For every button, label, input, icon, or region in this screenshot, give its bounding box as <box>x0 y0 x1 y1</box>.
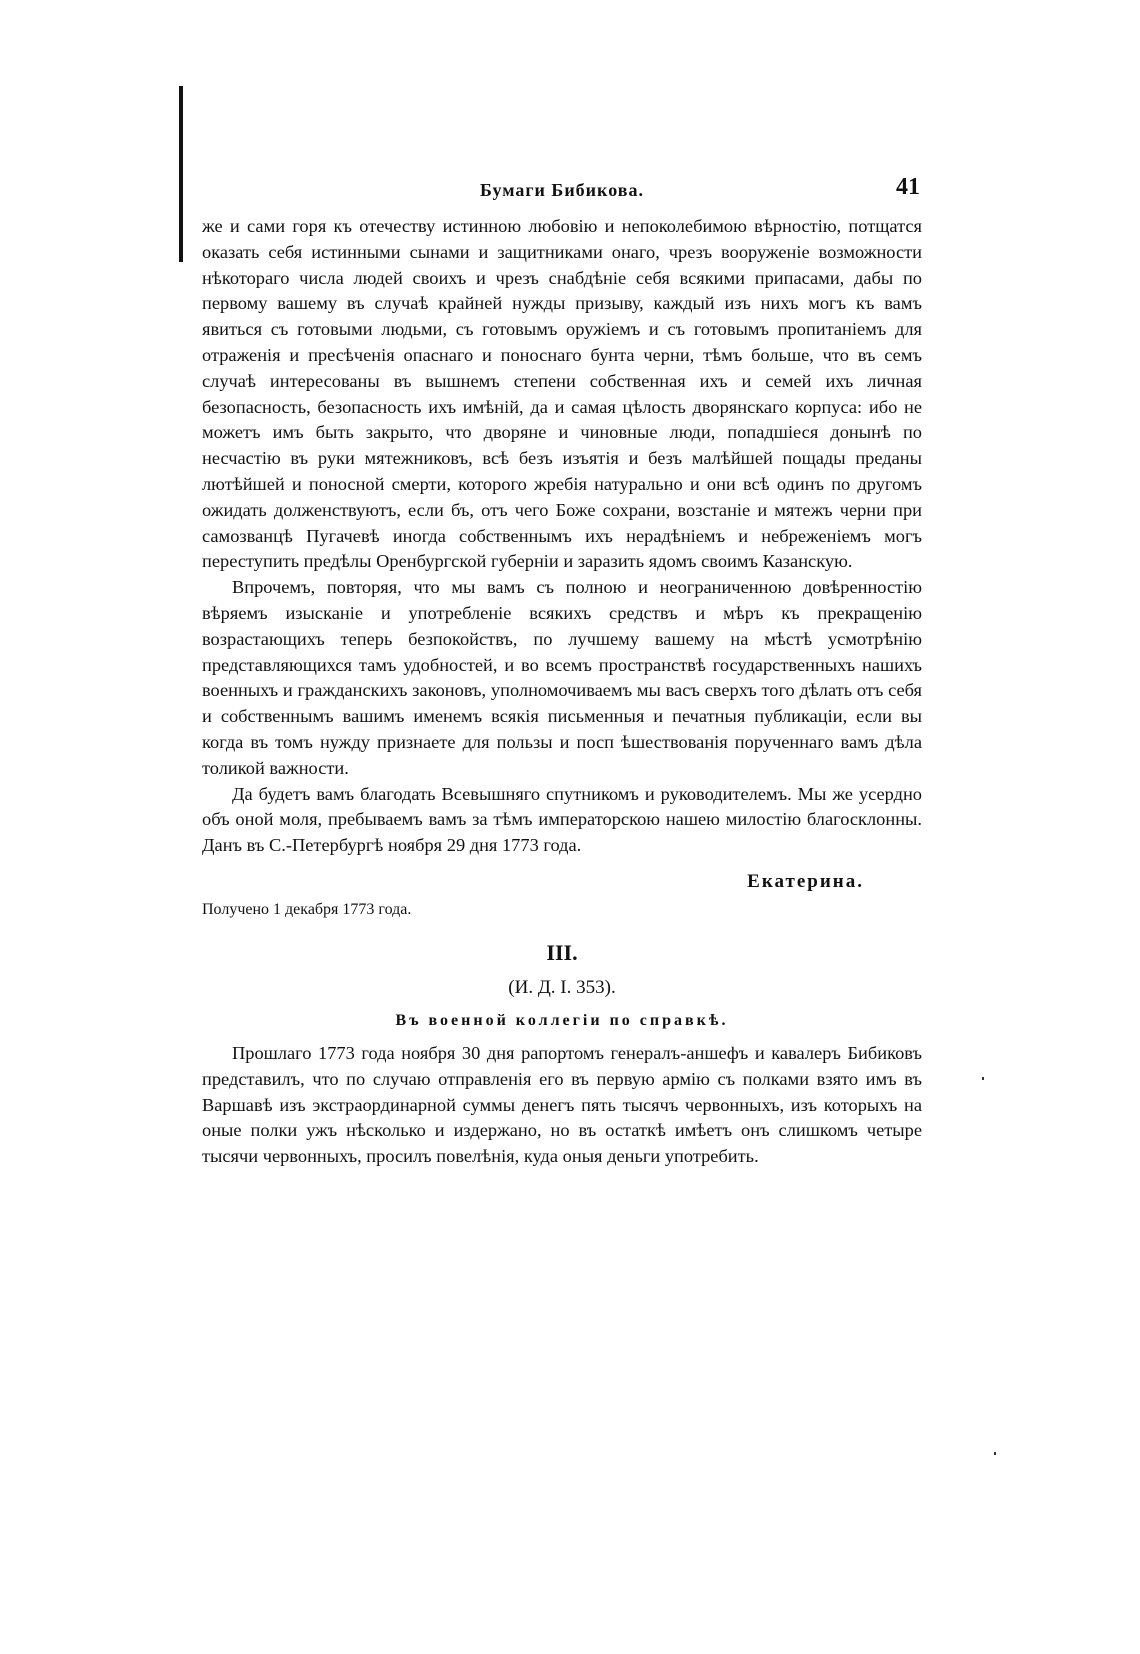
page-number: 41 <box>896 174 920 200</box>
body-paragraph-2: Впрочемъ, повторяя, что мы вамъ съ полною и неограниченною довѣренностію вѣряемъ изысканіе и употребленіе всякихъ средствъ и мѣръ къ прекращенію возрастающихъ теперь безпокойствъ, по лучшему вашему на мѣстѣ усмотрѣнію представляющихся тамъ удобностей, и во всемъ пространствѣ государственныхъ нашихъ военныхъ и гражданскихъ законовъ, уполномочиваемъ мы васъ сверхъ того дѣлать отъ себя и собственнымъ вашимъ именемъ всякія письменныя и печатныя публикаціи, если вы когда въ томъ нужду признаете для пользы и посп ѣшествованія порученнаго вамъ дѣла толикой важности. <box>202 577 922 778</box>
signature: Екатерина. <box>747 870 864 892</box>
page-content <box>202 170 922 1170</box>
document-heading: Въ военной коллегіи по справкѣ. <box>395 1011 729 1029</box>
running-title: Бумаги Бибикова. <box>480 180 644 200</box>
running-head <box>202 170 922 214</box>
body-paragraph-3: Да будетъ вамъ благодать Всевышняго спутникомъ и руководителемъ. Мы же усердно объ оной моля, пребываемъ вамъ за тѣмъ императорскою нашею милостію благосклонны. Данъ въ С.-Петербургѣ ноября 29 дня 1773 года. <box>202 783 922 856</box>
document-reference: (И. Д. I. 353). <box>508 976 616 998</box>
margin-speck-1 <box>982 1077 984 1080</box>
document-number: III. <box>546 939 578 965</box>
received-note: Получено 1 декабря 1773 года. <box>202 900 412 918</box>
margin-speck-2 <box>994 1452 996 1455</box>
margin-vertical-rule <box>179 86 183 262</box>
section-paragraph: Прошлаго 1773 года ноября 30 дня рапортомъ генералъ-аншефъ и кавалеръ Бибиковъ представилъ, что по случаю отправленія его въ первую армію съ полками взято имъ въ Варшавѣ изъ экстраординарной суммы денегъ пять тысячъ червонныхъ, изъ которыхъ на оные полки ужъ нѣсколько и издержано, но въ остаткѣ имѣетъ онъ слишкомъ четыре тысячи червонныхъ, просилъ повелѣнія, куда оныя деньги употребить. <box>202 1042 922 1167</box>
body-paragraph-1: же и сами горя къ отечеству истинною любовію и непоколебимою вѣрностію, потщатся оказать себя истинными сынами и защитниками онаго, чрезъ вооруженіе возможности нѣкотораго числа людей своихъ и чрезъ снабдѣніе себя всякими припасами, дабы по первому вашему въ случаѣ крайней нужды призыву, каждый изъ нихъ могъ къ вамъ явиться съ готовыми людьми, съ готовымъ оружіемъ и съ готовымъ пропитаніемъ для отраженія и пресѣченія опаснаго и поноснаго бунта черни, тѣмъ больше, что въ семъ случаѣ интересованы въ вышнемъ степени собственная ихъ и семей ихъ личная безопасность, безопасность ихъ имѣній, да и самая цѣлость дворянскаго корпуса: ибо не можетъ имъ быть закрыто, что дворяне и чиновные люди, попадшіеся донынѣ по несчастію въ руки мятежниковъ, всѣ безъ изъятія и безъ малѣйшей пощады преданы лютѣйшей и поносной смерти, которого жребія натурально и они всѣ одинъ по другомъ ожидать долженствуютъ, если бъ, отъ чего Боже сохрани, возстаніе и мятежъ черни при самозванцѣ Пугачевѣ иногда собственнымъ ихъ нерадѣніемъ и небреженіемъ могъ переступить предѣлы Оренбургской губерніи и заразить ядомъ своимъ Казанскую. <box>202 216 922 572</box>
